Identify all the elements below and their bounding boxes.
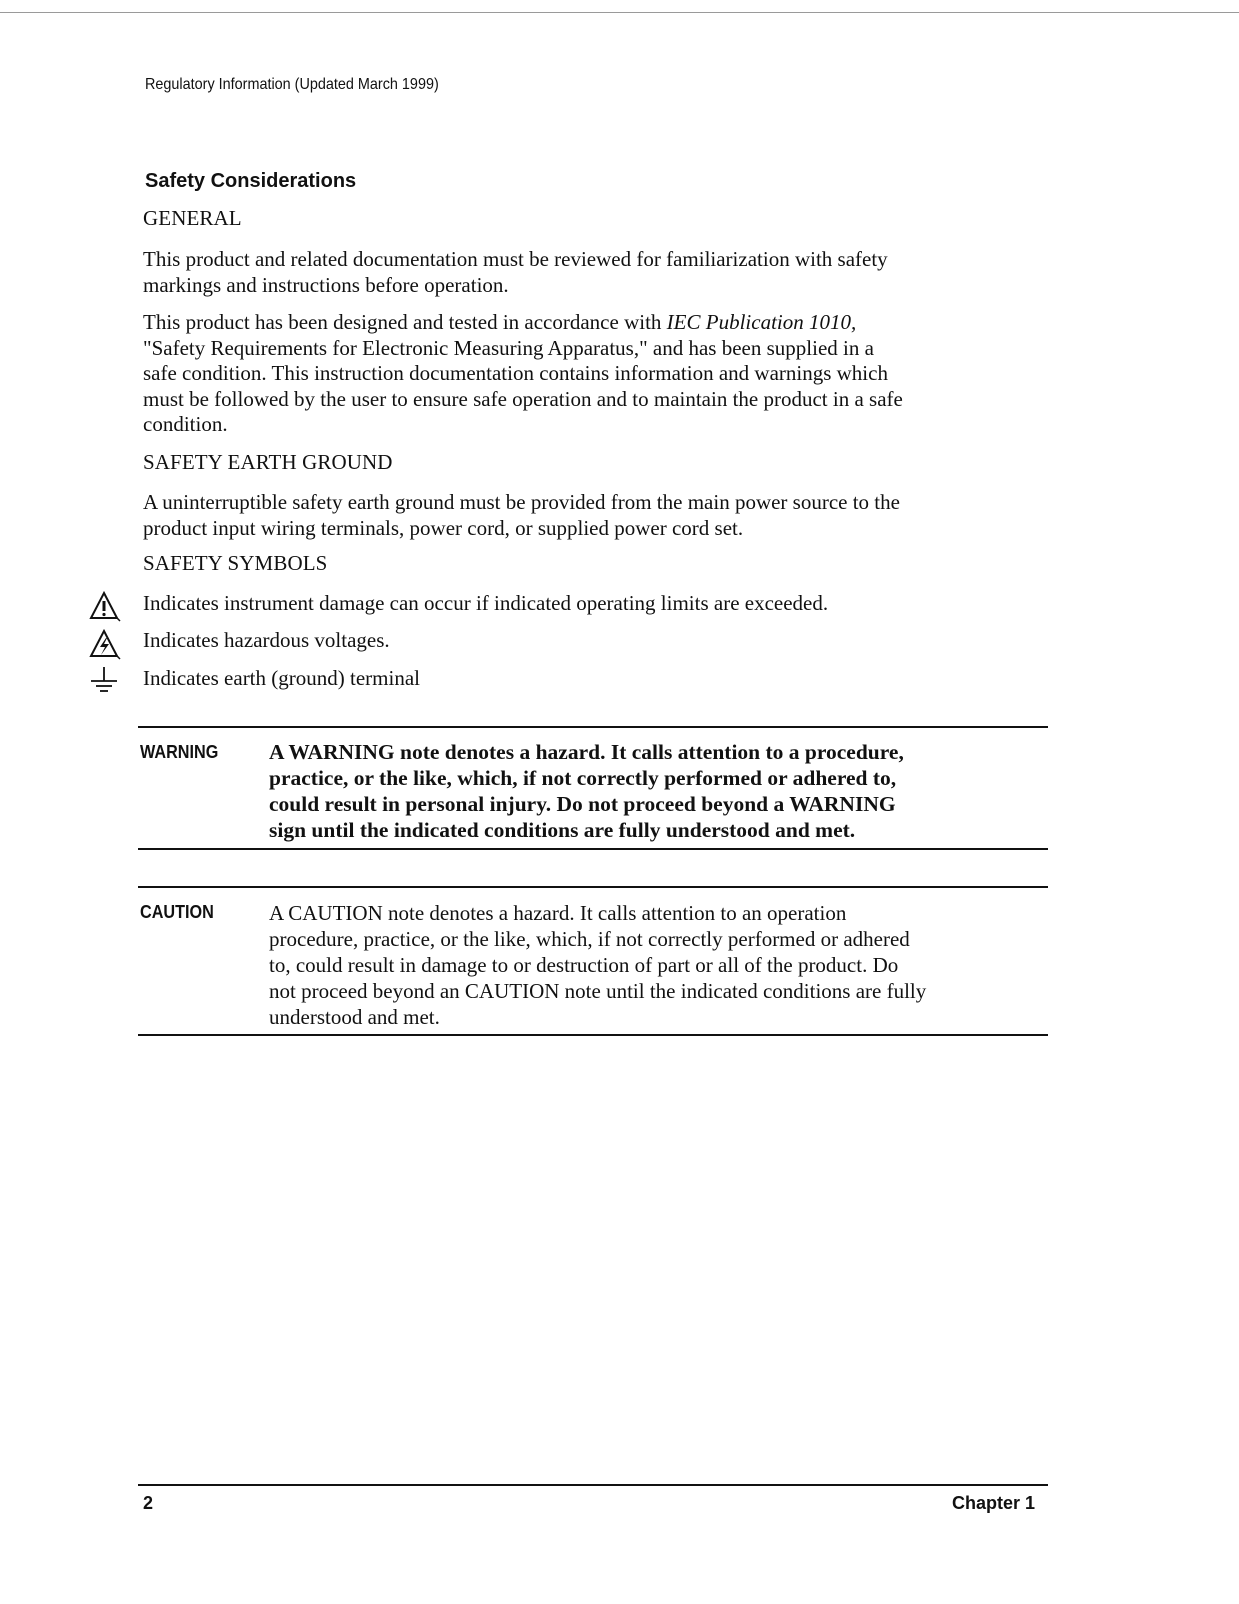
caution-triangle-icon xyxy=(87,590,121,622)
section-title: Safety Considerations xyxy=(145,170,357,192)
earth-ground-paragraph xyxy=(143,490,1063,541)
paragraph-line xyxy=(143,310,1063,336)
caution-text xyxy=(269,900,926,1030)
caution-top-rule xyxy=(138,886,1048,888)
paragraph-line: safe condition. This instruction documentation contains information and warnings which xyxy=(143,361,888,386)
top-rule xyxy=(0,12,1239,13)
warning-line: sign until the indicated conditions are fully understood and met. xyxy=(269,818,856,842)
warning-line: could result in personal injury. Do not proceed beyond a WARNING xyxy=(269,792,896,816)
paragraph-line: A uninterruptible safety earth ground must be provided from the main power source to the xyxy=(143,490,900,514)
paragraph-line: product input wiring terminals, power cord, or supplied power cord set. xyxy=(143,515,744,540)
caution-label: CAUTION xyxy=(140,902,214,922)
iec-publication-reference: IEC Publication 1010, xyxy=(666,310,857,334)
caution-line: not proceed beyond an CAUTION note until the indicated conditions are fully xyxy=(269,979,927,1003)
page-number: 2 xyxy=(143,1493,154,1513)
general-paragraph-2 xyxy=(143,310,1063,438)
earth-ground-heading: SAFETY EARTH GROUND xyxy=(143,450,393,474)
caution-line: procedure, practice, or the like, which, if not correctly performed or adhered xyxy=(269,927,910,951)
paragraph-line: "Safety Requirements for Electronic Measuring Apparatus," and has been supplied in a xyxy=(143,335,874,360)
paragraph-line: condition. xyxy=(143,412,228,437)
paragraph-line: This product and related documentation must be reviewed for familiarization with safety xyxy=(143,247,888,271)
footer-rule xyxy=(138,1484,1048,1486)
caution-line: A CAUTION note denotes a hazard. It calls attention to an operation xyxy=(269,901,847,925)
symbols-heading: SAFETY SYMBOLS xyxy=(143,551,328,575)
caution-bottom-rule xyxy=(138,1034,1048,1036)
warning-label: WARNING xyxy=(140,742,219,762)
warning-text xyxy=(269,739,904,843)
paragraph-text: This product has been designed and tested in accordance with xyxy=(143,310,667,334)
paragraph-line: markings and instructions before operation. xyxy=(143,272,509,297)
warning-line: A WARNING note denotes a hazard. It calls attention to a procedure, xyxy=(269,740,904,764)
caution-line: understood and met. xyxy=(269,1005,440,1029)
earth-ground-icon xyxy=(87,664,121,696)
caution-line: to, could result in damage to or destruction of part or all of the product. Do xyxy=(269,953,899,977)
general-heading: GENERAL xyxy=(143,206,242,230)
symbol-voltage-text: Indicates hazardous voltages. xyxy=(143,628,390,652)
warning-line: practice, or the like, which, if not correctly performed or adhered to, xyxy=(269,766,897,790)
high-voltage-icon xyxy=(87,628,121,660)
symbol-ground-text: Indicates earth (ground) terminal xyxy=(143,666,420,690)
warning-bottom-rule xyxy=(138,848,1048,850)
general-paragraph-1 xyxy=(143,247,1063,298)
symbol-caution-text: Indicates instrument damage can occur if indicated operating limits are exceeded. xyxy=(143,591,829,615)
warning-top-rule xyxy=(138,726,1048,728)
running-head: Regulatory Information (Updated March 1999) xyxy=(145,76,439,93)
chapter-label: Chapter 1 xyxy=(952,1493,1036,1513)
paragraph-line: must be followed by the user to ensure safe operation and to maintain the product in a safe xyxy=(143,386,903,411)
